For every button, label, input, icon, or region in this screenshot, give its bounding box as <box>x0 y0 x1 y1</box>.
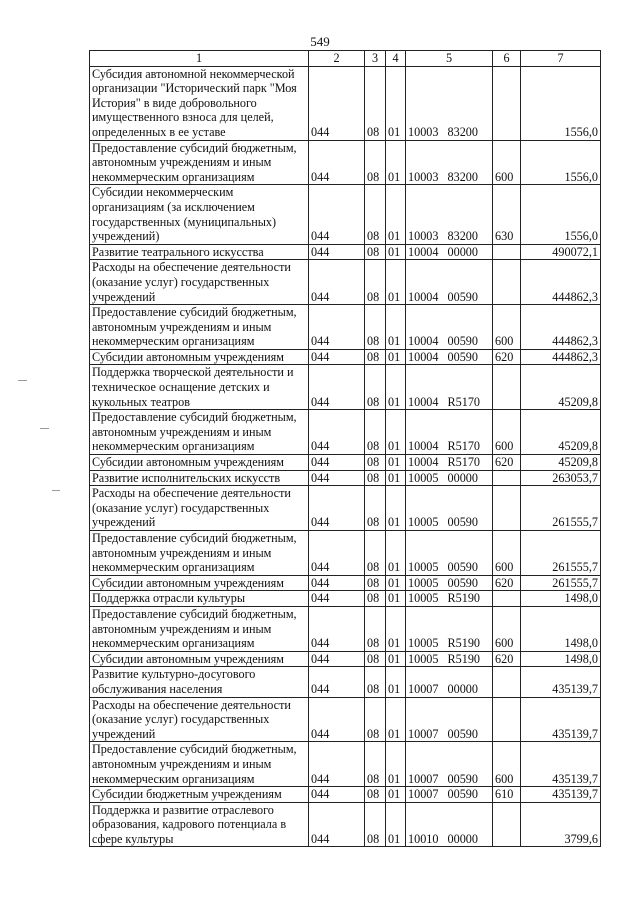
row-section-cell: 08 <box>365 742 386 787</box>
row-subsection-cell: 01 <box>386 365 406 410</box>
row-subsection-cell: 01 <box>386 470 406 486</box>
row-section-cell: 08 <box>365 66 386 140</box>
row-section-cell: 08 <box>365 455 386 471</box>
row-section-cell: 08 <box>365 531 386 576</box>
row-target-cell: 10004 R5170 <box>406 455 493 471</box>
row-type-cell: 600 <box>493 305 521 350</box>
row-amount-cell: 490072,1 <box>521 244 601 260</box>
row-target-cell: 10004 00590 <box>406 260 493 305</box>
row-section-cell: 08 <box>365 575 386 591</box>
row-subsection-cell: 01 <box>386 667 406 697</box>
row-target-cell: 10004 00590 <box>406 305 493 350</box>
row-type-cell: 600 <box>493 606 521 651</box>
row-name-cell: Предоставление субсидий бюджетным, автономным учреждениям и иным некоммерческим организациям <box>90 305 309 350</box>
row-name-cell: Субсидии автономным учреждениям <box>90 455 309 471</box>
row-code-cell: 044 <box>309 305 365 350</box>
row-name-cell: Предоставление субсидий бюджетным, автономным учреждениям и иным некоммерческим организациям <box>90 606 309 651</box>
row-subsection-cell: 01 <box>386 349 406 365</box>
row-amount-cell: 1556,0 <box>521 140 601 185</box>
row-amount-cell: 45209,8 <box>521 365 601 410</box>
row-code-cell: 044 <box>309 486 365 531</box>
row-target-cell: 10004 R5170 <box>406 410 493 455</box>
row-type-cell <box>493 486 521 531</box>
row-section-cell: 08 <box>365 486 386 531</box>
row-subsection-cell: 01 <box>386 591 406 607</box>
row-type-cell: 600 <box>493 140 521 185</box>
row-name-cell: Предоставление субсидий бюджетным, автономным учреждениям и иным некоммерческим организациям <box>90 410 309 455</box>
table-row <box>90 410 601 455</box>
row-subsection-cell: 01 <box>386 697 406 742</box>
row-amount-cell: 3799,6 <box>521 802 601 847</box>
row-amount-cell: 261555,7 <box>521 531 601 576</box>
row-target-cell: 10005 R5190 <box>406 651 493 667</box>
row-section-cell: 08 <box>365 651 386 667</box>
table-row <box>90 470 601 486</box>
table-row <box>90 455 601 471</box>
row-amount-cell: 435139,7 <box>521 742 601 787</box>
row-amount-cell: 261555,7 <box>521 575 601 591</box>
row-amount-cell: 435139,7 <box>521 787 601 803</box>
row-target-cell: 10004 R5170 <box>406 365 493 410</box>
row-name-cell: Субсидии автономным учреждениям <box>90 349 309 365</box>
row-target-cell: 10003 83200 <box>406 185 493 244</box>
table-row <box>90 365 601 410</box>
row-code-cell: 044 <box>309 606 365 651</box>
row-name-cell: Предоставление субсидий бюджетным, автономным учреждениям и иным некоммерческим организациям <box>90 531 309 576</box>
row-name-cell: Расходы на обеспечение деятельности (оказание услуг) государственных учреждений <box>90 260 309 305</box>
row-amount-cell: 444862,3 <box>521 260 601 305</box>
row-target-cell: 10007 00590 <box>406 742 493 787</box>
table-row <box>90 140 601 185</box>
row-code-cell: 044 <box>309 66 365 140</box>
header-col-4: 4 <box>386 51 406 67</box>
table-row <box>90 742 601 787</box>
row-amount-cell: 1498,0 <box>521 591 601 607</box>
row-subsection-cell: 01 <box>386 787 406 803</box>
row-target-cell: 10005 00590 <box>406 531 493 576</box>
scan-mark <box>18 380 27 381</box>
row-target-cell: 10005 00590 <box>406 486 493 531</box>
row-subsection-cell: 01 <box>386 802 406 847</box>
row-subsection-cell: 01 <box>386 305 406 350</box>
table-row <box>90 260 601 305</box>
table-row <box>90 787 601 803</box>
table-row <box>90 531 601 576</box>
row-code-cell: 044 <box>309 575 365 591</box>
table-row <box>90 349 601 365</box>
row-amount-cell: 261555,7 <box>521 486 601 531</box>
table-row <box>90 575 601 591</box>
row-name-cell: Предоставление субсидий бюджетным, автономным учреждениям и иным некоммерческим организациям <box>90 742 309 787</box>
row-name-cell: Развитие исполнительских искусств <box>90 470 309 486</box>
row-code-cell: 044 <box>309 697 365 742</box>
row-section-cell: 08 <box>365 365 386 410</box>
scan-mark <box>52 490 60 491</box>
table-row <box>90 185 601 244</box>
budget-table <box>89 50 601 847</box>
row-type-cell <box>493 591 521 607</box>
row-amount-cell: 444862,3 <box>521 349 601 365</box>
row-code-cell: 044 <box>309 260 365 305</box>
page-number: 549 <box>310 34 330 49</box>
header-col-3: 3 <box>365 51 386 67</box>
row-target-cell: 10003 83200 <box>406 140 493 185</box>
row-subsection-cell: 01 <box>386 742 406 787</box>
table-row <box>90 66 601 140</box>
row-section-cell: 08 <box>365 260 386 305</box>
row-name-cell: Развитие театрального искусства <box>90 244 309 260</box>
row-target-cell: 10005 00590 <box>406 575 493 591</box>
row-type-cell: 620 <box>493 455 521 471</box>
row-code-cell: 044 <box>309 410 365 455</box>
row-type-cell <box>493 667 521 697</box>
row-section-cell: 08 <box>365 591 386 607</box>
row-type-cell: 620 <box>493 349 521 365</box>
row-amount-cell: 435139,7 <box>521 697 601 742</box>
header-col-7: 7 <box>521 51 601 67</box>
row-amount-cell: 1498,0 <box>521 606 601 651</box>
row-subsection-cell: 01 <box>386 140 406 185</box>
row-section-cell: 08 <box>365 305 386 350</box>
row-code-cell: 044 <box>309 667 365 697</box>
row-subsection-cell: 01 <box>386 651 406 667</box>
row-section-cell: 08 <box>365 349 386 365</box>
row-section-cell: 08 <box>365 410 386 455</box>
row-target-cell: 10010 00000 <box>406 802 493 847</box>
row-type-cell: 630 <box>493 185 521 244</box>
row-subsection-cell: 01 <box>386 66 406 140</box>
row-code-cell: 044 <box>309 802 365 847</box>
row-name-cell: Поддержка творческой деятельности и техническое оснащение детских и кукольных театров <box>90 365 309 410</box>
row-subsection-cell: 01 <box>386 455 406 471</box>
row-type-cell <box>493 260 521 305</box>
row-section-cell: 08 <box>365 787 386 803</box>
table-row <box>90 244 601 260</box>
header-col-2: 2 <box>309 51 365 67</box>
row-code-cell: 044 <box>309 787 365 803</box>
row-type-cell <box>493 66 521 140</box>
row-target-cell: 10004 00000 <box>406 244 493 260</box>
header-col-5: 5 <box>406 51 493 67</box>
row-target-cell: 10005 R5190 <box>406 591 493 607</box>
row-type-cell <box>493 365 521 410</box>
row-target-cell: 10007 00590 <box>406 697 493 742</box>
row-code-cell: 044 <box>309 742 365 787</box>
row-name-cell: Расходы на обеспечение деятельности (оказание услуг) государственных учреждений <box>90 697 309 742</box>
row-name-cell: Субсидии автономным учреждениям <box>90 575 309 591</box>
row-amount-cell: 1556,0 <box>521 66 601 140</box>
row-section-cell: 08 <box>365 185 386 244</box>
row-amount-cell: 263053,7 <box>521 470 601 486</box>
row-subsection-cell: 01 <box>386 260 406 305</box>
row-amount-cell: 435139,7 <box>521 667 601 697</box>
header-row <box>90 51 601 67</box>
table-row <box>90 697 601 742</box>
row-amount-cell: 45209,8 <box>521 455 601 471</box>
row-name-cell: Расходы на обеспечение деятельности (оказание услуг) государственных учреждений <box>90 486 309 531</box>
row-code-cell: 044 <box>309 365 365 410</box>
row-section-cell: 08 <box>365 802 386 847</box>
row-name-cell: Предоставление субсидий бюджетным, автономным учреждениям и иным некоммерческим организациям <box>90 140 309 185</box>
row-section-cell: 08 <box>365 606 386 651</box>
header-col-6: 6 <box>493 51 521 67</box>
scan-mark <box>40 428 49 429</box>
row-type-cell: 600 <box>493 410 521 455</box>
row-code-cell: 044 <box>309 591 365 607</box>
row-target-cell: 10007 00590 <box>406 787 493 803</box>
row-name-cell: Субсидии автономным учреждениям <box>90 651 309 667</box>
row-code-cell: 044 <box>309 185 365 244</box>
row-name-cell: Субсидии бюджетным учреждениям <box>90 787 309 803</box>
table-row <box>90 486 601 531</box>
table-row <box>90 667 601 697</box>
row-name-cell: Субсидии некоммерческим организациям (за исключением государственных (муниципальных) учреждений) <box>90 185 309 244</box>
row-amount-cell: 1498,0 <box>521 651 601 667</box>
row-section-cell: 08 <box>365 667 386 697</box>
row-name-cell: Поддержка отрасли культуры <box>90 591 309 607</box>
row-code-cell: 044 <box>309 349 365 365</box>
row-section-cell: 08 <box>365 244 386 260</box>
row-target-cell: 10007 00000 <box>406 667 493 697</box>
row-type-cell: 610 <box>493 787 521 803</box>
row-code-cell: 044 <box>309 244 365 260</box>
row-section-cell: 08 <box>365 140 386 185</box>
row-code-cell: 044 <box>309 470 365 486</box>
row-amount-cell: 444862,3 <box>521 305 601 350</box>
header-col-1: 1 <box>90 51 309 67</box>
row-code-cell: 044 <box>309 455 365 471</box>
row-name-cell: Поддержка и развитие отраслевого образования, кадрового потенциала в сфере культуры <box>90 802 309 847</box>
row-code-cell: 044 <box>309 140 365 185</box>
row-type-cell <box>493 470 521 486</box>
table-row <box>90 651 601 667</box>
row-name-cell: Развитие культурно-досугового обслуживания населения <box>90 667 309 697</box>
row-amount-cell: 1556,0 <box>521 185 601 244</box>
row-subsection-cell: 01 <box>386 531 406 576</box>
table-row <box>90 305 601 350</box>
row-type-cell: 600 <box>493 742 521 787</box>
row-section-cell: 08 <box>365 470 386 486</box>
row-type-cell <box>493 802 521 847</box>
row-code-cell: 044 <box>309 531 365 576</box>
row-subsection-cell: 01 <box>386 575 406 591</box>
row-subsection-cell: 01 <box>386 185 406 244</box>
row-subsection-cell: 01 <box>386 486 406 531</box>
row-name-cell: Субсидия автономной некоммерческой организации "Исторический парк "Моя История" в виде добровольного имущественного взноса для целей, определенных в ее уставе <box>90 66 309 140</box>
row-section-cell: 08 <box>365 697 386 742</box>
row-target-cell: 10005 00000 <box>406 470 493 486</box>
table-row <box>90 591 601 607</box>
table-row <box>90 802 601 847</box>
row-amount-cell: 45209,8 <box>521 410 601 455</box>
row-type-cell: 620 <box>493 651 521 667</box>
row-type-cell <box>493 697 521 742</box>
row-target-cell: 10003 83200 <box>406 66 493 140</box>
table-row <box>90 606 601 651</box>
row-type-cell: 600 <box>493 531 521 576</box>
row-code-cell: 044 <box>309 651 365 667</box>
row-subsection-cell: 01 <box>386 606 406 651</box>
row-subsection-cell: 01 <box>386 244 406 260</box>
row-target-cell: 10005 R5190 <box>406 606 493 651</box>
row-type-cell <box>493 244 521 260</box>
row-target-cell: 10004 00590 <box>406 349 493 365</box>
row-type-cell: 620 <box>493 575 521 591</box>
row-subsection-cell: 01 <box>386 410 406 455</box>
